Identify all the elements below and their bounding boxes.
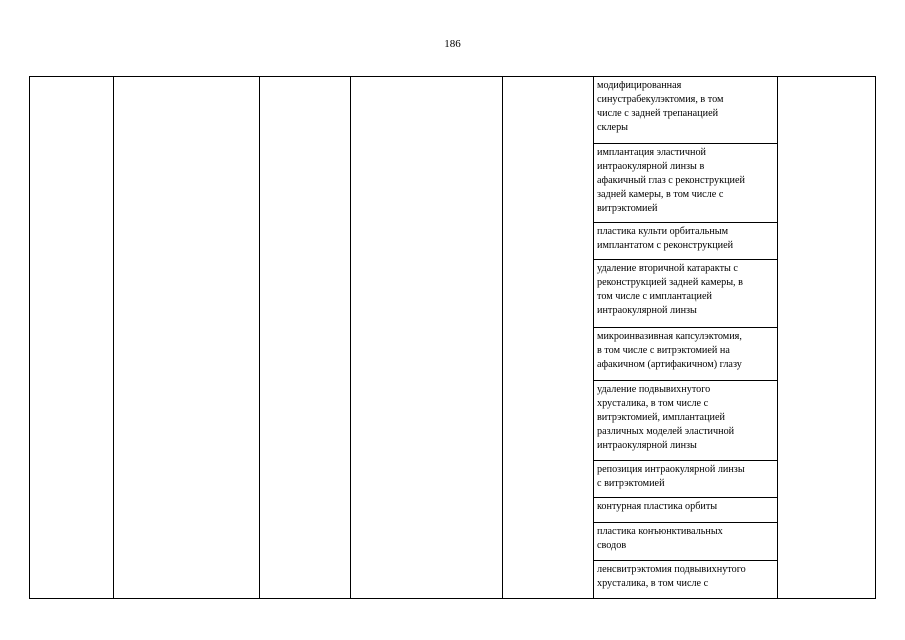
procedure-cell xyxy=(593,260,777,328)
procedure-line: числе с задней трепанацией xyxy=(597,108,719,119)
procedure-line: витрэктомией xyxy=(597,203,658,214)
procedure-line: склеры xyxy=(597,122,629,133)
procedure-line: микроинвазивная капсулэктомия, xyxy=(597,331,742,342)
procedure-cell xyxy=(593,144,777,223)
column-divider xyxy=(259,77,260,598)
procedure-line: синустрабекулэктомия, в том xyxy=(597,94,724,105)
procedure-cell xyxy=(593,328,777,381)
procedure-cell xyxy=(593,498,777,523)
procedure-line: пластика культи орбитальным xyxy=(597,226,729,237)
procedure-line: имплантатом с реконструкцией xyxy=(597,240,734,251)
procedure-cell xyxy=(593,561,777,598)
procedure-line: пластика конъюнктивальных xyxy=(597,526,723,537)
procedure-line: афакичном (артифакичном) глазу xyxy=(597,359,742,370)
procedure-line: интраокулярной линзы xyxy=(597,305,697,316)
procedure-line: хрусталика, в том числе с xyxy=(597,398,709,409)
procedure-line: реконструкцией задней камеры, в xyxy=(597,277,743,288)
column-divider xyxy=(502,77,503,598)
procedure-line: в том числе с витрэктомией на xyxy=(597,345,730,356)
procedure-line: репозиция интраокулярной линзы xyxy=(597,464,745,475)
procedure-line: с витрэктомией xyxy=(597,478,665,489)
procedure-line: витрэктомией, имплантацией xyxy=(597,412,725,423)
procedure-line: ленсвитрэктомия подвывихнутого xyxy=(597,564,746,575)
page-number: 186 xyxy=(444,38,461,50)
procedure-cell xyxy=(593,523,777,561)
procedures-column xyxy=(593,77,777,598)
procedure-cell xyxy=(593,77,777,144)
procedure-line: афакичный глаз с реконструкцией xyxy=(597,175,745,186)
procedure-line: удаление подвывихнутого xyxy=(597,384,711,395)
procedure-line: различных моделей эластичной xyxy=(597,426,735,437)
procedure-cell xyxy=(593,461,777,498)
procedure-line: сводов xyxy=(597,540,627,551)
procedure-line: задней камеры, в том числе с xyxy=(597,189,724,200)
procedure-line: контурная пластика орбиты xyxy=(597,501,718,512)
procedure-line: имплантация эластичной xyxy=(597,147,706,158)
procedure-line: интраокулярной линзы xyxy=(597,440,697,451)
procedure-cell xyxy=(593,223,777,260)
procedure-line: хрусталика, в том числе с xyxy=(597,578,709,589)
procedure-cell xyxy=(593,381,777,461)
procedure-line: удаление вторичной катаракты с xyxy=(597,263,738,274)
column-divider xyxy=(777,77,778,598)
procedures-table xyxy=(29,76,876,599)
procedure-line: интраокулярной линзы в xyxy=(597,161,705,172)
column-divider xyxy=(113,77,114,598)
procedure-line: модифицированная xyxy=(597,80,682,91)
procedure-line: том числе с имплантацией xyxy=(597,291,712,302)
column-divider xyxy=(350,77,351,598)
